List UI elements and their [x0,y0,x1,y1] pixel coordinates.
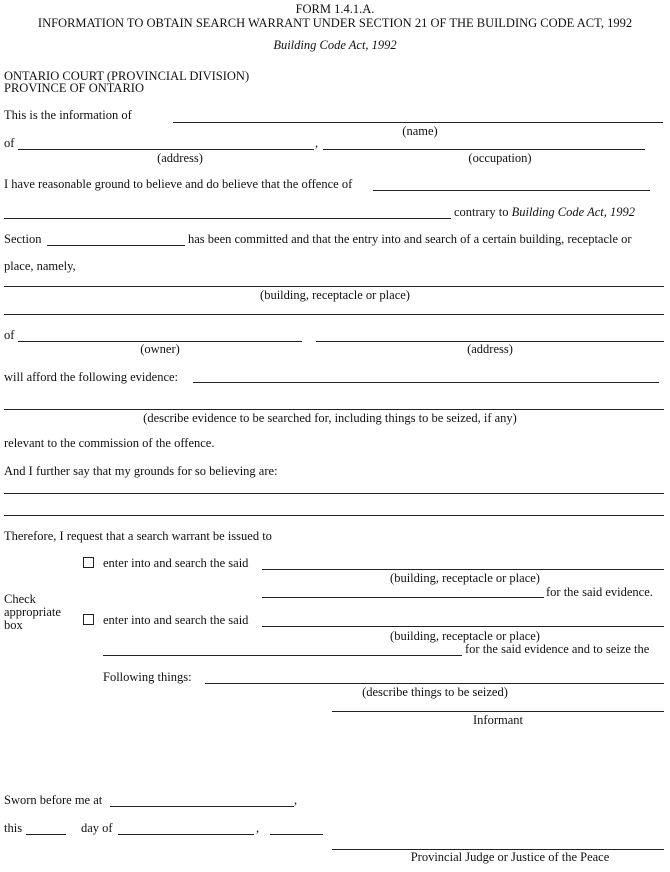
offence-field-continued[interactable] [4,218,451,219]
place-namely-text: place, namely, [4,259,76,273]
year-field[interactable] [270,834,323,835]
day-field[interactable] [26,834,66,835]
date-comma: , [256,821,260,835]
contrary-to-text [454,206,635,219]
committed-text: has been committed and that the entry into and search of a certain building, receptacle or [188,232,632,246]
sworn-text: Sworn before me at [4,793,103,807]
section-field[interactable] [47,245,185,246]
option2-label: enter into and search the said [103,613,249,627]
sworn-place-field[interactable] [110,806,294,807]
grounds-field[interactable] [4,493,664,494]
name-caption: (name) [402,124,438,138]
check-label-2: appropriate [4,605,61,619]
option1-place-field[interactable] [262,569,664,570]
following-things-label: Following things: [103,670,192,684]
option2-suffix: for the said evidence and to seize the [465,642,650,656]
this-label: this [4,821,23,835]
grounds-field-continued[interactable] [4,515,664,516]
place-field-continued[interactable] [4,314,664,315]
informant-caption: Informant [473,713,523,727]
offence-field[interactable] [373,190,650,191]
address-field[interactable] [18,149,314,150]
of-owner-label: of [4,328,15,342]
option2-place-field-continued[interactable] [103,655,462,656]
owner-caption: (owner) [140,342,180,356]
grounds-text: And I further say that my grounds for so believing are: [4,464,278,478]
owner-address-caption: (address) [467,342,513,356]
of-label: of [4,136,15,150]
belief-text: I have reasonable ground to believe and do believe that the offence of [4,177,353,191]
option2-checkbox[interactable] [83,614,94,625]
check-label-1: Check [4,592,36,606]
option1-checkbox[interactable] [83,557,94,568]
place-field[interactable] [4,286,664,287]
following-things-field[interactable] [205,683,664,684]
information-of-label: This is the information of [4,108,132,122]
evidence-field[interactable] [193,382,659,383]
section-label: Section [4,232,42,246]
address-caption: (address) [157,151,203,165]
day-of-label: day of [81,821,113,835]
contrary-label: contrary to [454,205,509,219]
comma: , [315,136,319,150]
option2-caption: (building, receptacle or place) [390,629,540,643]
following-things-caption: (describe things to be seized) [362,685,508,699]
act-subtitle: Building Code Act, 1992 [273,38,397,52]
option1-place-field-continued[interactable] [262,597,544,598]
place-caption: (building, receptacle or place) [260,288,410,302]
afford-evidence-text: will afford the following evidence: [4,370,179,384]
judge-caption: Provincial Judge or Justice of the Peace [410,850,610,864]
evidence-field-continued[interactable] [4,409,664,410]
evidence-caption: (describe evidence to be searched for, including things to be seized, if any) [143,411,517,425]
name-field[interactable] [173,122,663,123]
contrary-act: Building Code Act, 1992 [511,205,635,219]
informant-signature-field[interactable] [332,711,664,712]
form-title: INFORMATION TO OBTAIN SEARCH WARRANT UNDER SECTION 21 OF THE BUILDING CODE ACT, 1992 [37,16,633,30]
relevant-text: relevant to the commission of the offence. [4,436,215,450]
option1-suffix: for the said evidence. [546,585,653,599]
court-name: ONTARIO COURT (PROVINCIAL DIVISION) [4,69,250,83]
month-field[interactable] [118,834,254,835]
occupation-field[interactable] [323,149,645,150]
check-label-3: box [4,618,23,632]
option2-place-field[interactable] [262,626,664,627]
sworn-comma: , [294,793,298,807]
option1-label: enter into and search the said [103,556,249,570]
request-intro: Therefore, I request that a search warrant be issued to [4,529,272,543]
form-number: FORM 1.4.1.A. [295,2,375,16]
option1-caption: (building, receptacle or place) [390,571,540,585]
occupation-caption: (occupation) [468,151,532,165]
province-name: PROVINCE OF ONTARIO [4,81,144,95]
